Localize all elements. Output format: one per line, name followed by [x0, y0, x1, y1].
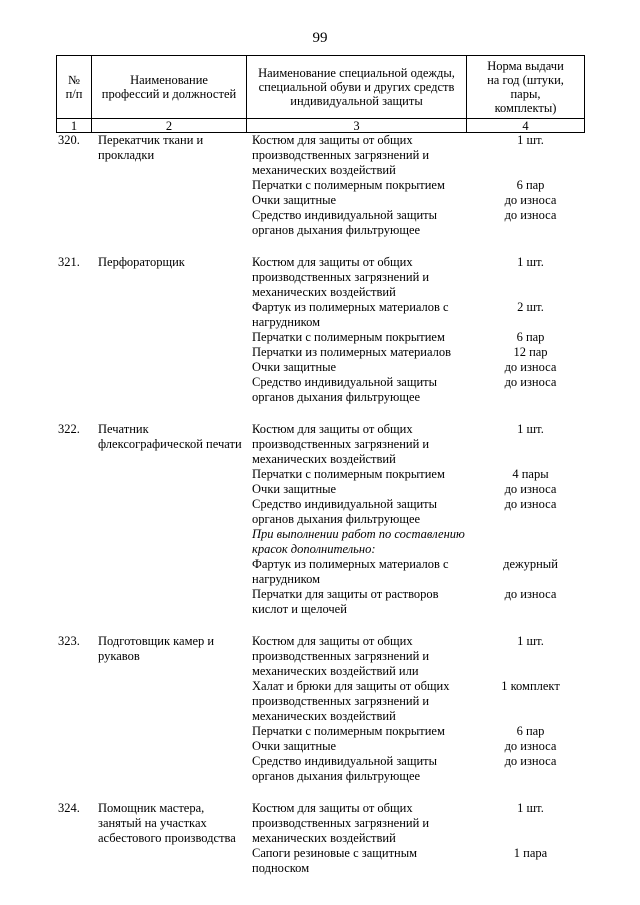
equipment-item: [252, 482, 584, 497]
equipment-list: [252, 801, 584, 876]
equipment-norm: до износа: [504, 360, 557, 374]
equipment-item: [252, 360, 584, 375]
equipment-name: Костюм для защиты от общих производственных загрязнений и механических воздействий: [252, 133, 430, 177]
equipment-norm: до износа: [504, 754, 557, 768]
list-item: [56, 801, 584, 876]
equipment-item: [252, 193, 584, 208]
equipment-name: Перчатки для защиты от растворов кислот и щелочей: [252, 587, 439, 616]
equipment-norm: до износа: [504, 208, 557, 222]
equipment-name: Очки защитные: [252, 193, 337, 207]
entries-list: [56, 133, 584, 893]
entry-number: 324.: [58, 801, 80, 815]
list-item: [56, 634, 584, 784]
equipment-item: [252, 300, 584, 330]
header-num-1: 1: [57, 119, 92, 133]
entry-profession: Подготовщик камер и рукавов: [98, 634, 215, 663]
header-num-2: 2: [92, 119, 247, 133]
equipment-item: [252, 375, 584, 405]
equipment-item: [252, 634, 584, 679]
entry-profession: Перекатчик ткани и прокладки: [98, 133, 204, 162]
equipment-name: Перчатки с полимерным покрытием: [252, 724, 445, 738]
equipment-list: [252, 422, 584, 617]
equipment-norm: 1 шт.: [517, 133, 544, 147]
header-col-equipment: Наименование специальной одежды, специальной обуви и других средств индивидуальной защиты: [247, 56, 467, 119]
equipment-norm: 2 шт.: [517, 300, 544, 314]
equipment-norm: до износа: [504, 497, 557, 511]
equipment-norm: до износа: [504, 193, 557, 207]
equipment-name: Перчатки с полимерным покрытием: [252, 178, 445, 192]
equipment-norm: 12 пар: [513, 345, 548, 359]
header-col-profession: Наименование профессий и должностей: [92, 56, 247, 119]
list-item: [56, 422, 584, 617]
entry-number: 323.: [58, 634, 80, 648]
page-number: 99: [312, 30, 328, 46]
equipment-name: Сапоги резиновые с защитным подноском: [252, 846, 418, 875]
equipment-list: [252, 255, 584, 405]
equipment-norm: 6 пар: [516, 724, 545, 738]
equipment-name: Перчатки с полимерным покрытием: [252, 467, 445, 481]
equipment-item: [252, 178, 584, 193]
equipment-name: Халат и брюки для защиты от общих производственных загрязнений и механических воздействий: [252, 679, 450, 723]
equipment-name: Фартук из полимерных материалов с нагрудником: [252, 557, 449, 586]
entry-number: 322.: [58, 422, 80, 436]
equipment-norm: 1 шт.: [517, 422, 544, 436]
equipment-item: [252, 208, 584, 238]
equipment-norm: 1 комплект: [501, 679, 560, 693]
list-item: [56, 255, 584, 405]
entry-profession: Печатник флексографической печати: [98, 422, 242, 451]
equipment-item: [252, 724, 584, 739]
entry-number: 320.: [58, 133, 80, 147]
equipment-norm: до износа: [504, 482, 557, 496]
equipment-item: [252, 846, 584, 876]
equipment-name: Костюм для защиты от общих производственных загрязнений и механических воздействий: [252, 801, 430, 845]
header-col-number: № п/п: [57, 56, 92, 119]
equipment-norm: 6 пар: [516, 330, 545, 344]
equipment-item: [252, 133, 584, 178]
entry-profession: Помощник мастера, занятый на участках асбестового производства: [98, 801, 236, 845]
equipment-item: [252, 679, 584, 724]
equipment-norm: до износа: [504, 587, 557, 601]
equipment-name: Средство индивидуальной защиты органов дыхания фильтрующее: [252, 208, 438, 237]
equipment-item: [252, 330, 584, 345]
equipment-note: При выполнении работ по составлению красок дополнительно:: [252, 527, 465, 556]
entry-number: 321.: [58, 255, 80, 269]
equipment-item: [252, 754, 584, 784]
equipment-item: [252, 422, 584, 467]
equipment-name: Очки защитные: [252, 482, 337, 496]
list-item: [56, 133, 584, 238]
equipment-norm: 6 пар: [516, 178, 545, 192]
equipment-name: Средство индивидуальной защиты органов дыхания фильтрующее: [252, 754, 438, 783]
equipment-name: Костюм для защиты от общих производственных загрязнений и механических воздействий: [252, 255, 430, 299]
equipment-norm: 4 пары: [512, 467, 549, 481]
equipment-norm: 1 шт.: [517, 634, 544, 648]
equipment-norm: 1 пара: [513, 846, 548, 860]
equipment-item: [252, 467, 584, 482]
equipment-norm: до износа: [504, 739, 557, 753]
equipment-name: Костюм для защиты от общих производственных загрязнений и механических воздействий или: [252, 634, 430, 678]
equipment-item: [252, 497, 584, 527]
equipment-item: [252, 801, 584, 846]
header-num-3: 3: [247, 119, 467, 133]
equipment-name: Очки защитные: [252, 360, 337, 374]
equipment-name: Фартук из полимерных материалов с нагрудником: [252, 300, 449, 329]
entry-profession: Перфораторщик: [98, 255, 185, 269]
equipment-name: Средство индивидуальной защиты органов дыхания фильтрующее: [252, 375, 438, 404]
header-num-4: 4: [467, 119, 585, 133]
equipment-norm: 1 шт.: [517, 255, 544, 269]
equipment-list: [252, 133, 584, 238]
equipment-item: [252, 587, 584, 617]
equipment-item: [252, 739, 584, 754]
equipment-norm: дежурный: [503, 557, 558, 571]
equipment-norm: до износа: [504, 375, 557, 389]
equipment-item: [252, 345, 584, 360]
equipment-name: Костюм для защиты от общих производственных загрязнений и механических воздействий: [252, 422, 430, 466]
equipment-item: [252, 557, 584, 587]
equipment-item: [252, 255, 584, 300]
equipment-name: Очки защитные: [252, 739, 337, 753]
header-col-norm: Норма выдачи на год (штуки, пары, комплекты): [467, 56, 585, 119]
equipment-list: [252, 634, 584, 784]
equipment-name: Перчатки из полимерных материалов: [252, 345, 452, 359]
equipment-norm: 1 шт.: [517, 801, 544, 815]
table-header: [56, 55, 585, 133]
equipment-name: Средство индивидуальной защиты органов дыхания фильтрующее: [252, 497, 438, 526]
equipment-name: Перчатки с полимерным покрытием: [252, 330, 445, 344]
